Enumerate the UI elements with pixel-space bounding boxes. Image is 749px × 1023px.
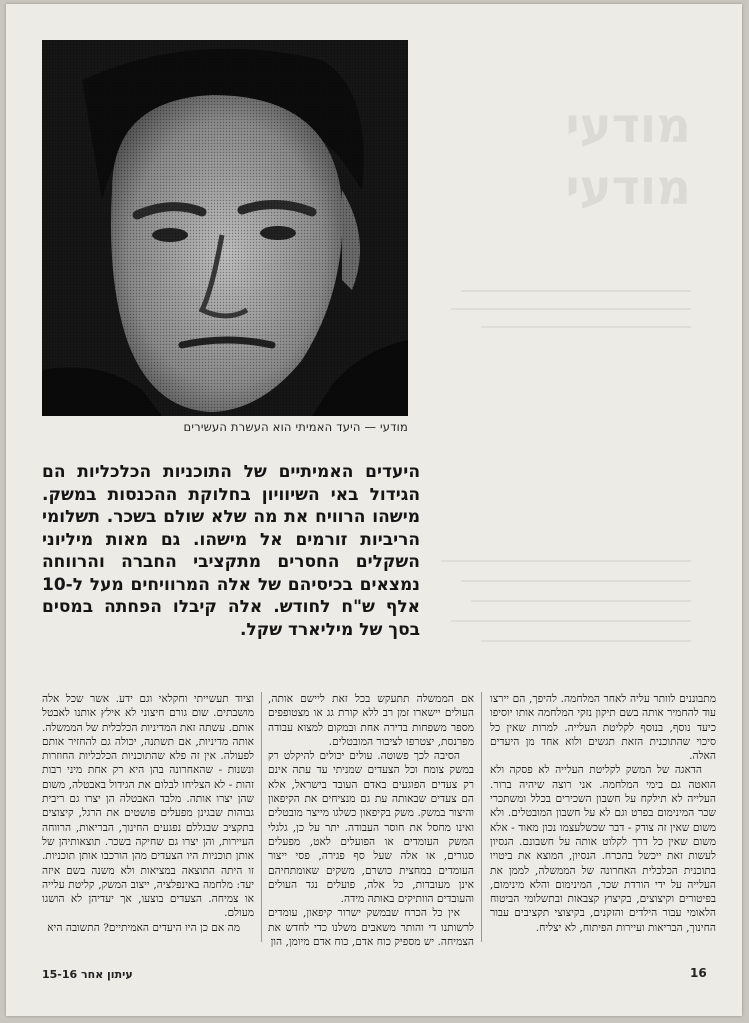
paragraph: אם הממשלה תתעקש בכל זאת ליישם אותה, העולים יישארו זמן רב ללא קורת גג או מצטופפים מספר משפחות בדירה אחת ובמקום למצוא עבודה מפרנסת, יצטרפו לציבור המובטלים. xyxy=(268,693,474,748)
column-divider xyxy=(481,692,482,942)
bleed-through-title: מודעי מודעי xyxy=(565,98,691,216)
paragraph: מה אם כן היו היעדים האמיתיים? התשובה היא xyxy=(47,921,240,934)
paragraph: הסיבה לכך פשוטה. עולים יכולים להיקלט רק במשק צומח וכל הצעדים שמניתי עד עתה אינם רק צעדים הפוגעים באדם העובד בישראל, אלא הם צעדים שבאותה עת גם מנציחים את הקיפאון והיצור במשק. משק בקיפאון כשלגו מייצר מובטלים ואינו מחסל את חוסר העבודה. יתר על כן, גלגלי המשק העומדים או הפועלים לאט, מפעלים סגורים, או אלה שעל סף פגירה, פסי ייצור העומדים במחצית כושרם, משקים שאומתחיהם אינן מעובדות, כל אלה, פועלים נגד העולים והעובדים הוותיקים באותה מידה. xyxy=(268,750,474,906)
pull-quote: היעדים האמיתיים של התוכניות הכלכליות הם הגידול באי השיוויון בחלוקת ההכנסות במשק. מישהו הרוויח את מה שלא שולם בשכר. תשלומי הריביות זורמים אל מישהו. גם מאות מיליוני השקלים החסרים מתקציבי החברה והרווחה נמצאים בכיסיהם של אלה המרוויחים מעל ל-10 אלף ש"ח לחודש. אלה קיבלו הפחתה במסים בסך של מיליארד שקל. xyxy=(42,462,420,640)
photo-caption: מודעי — היעד האמיתי הוא העשרת העשירים xyxy=(183,420,408,434)
portrait-illustration xyxy=(42,40,408,416)
article-column-right xyxy=(490,692,716,957)
magazine-page xyxy=(6,4,742,1016)
bleed-through-background xyxy=(421,40,711,680)
article-column-left xyxy=(42,692,254,957)
paragraph: אין כל הכרח שבמשק ישרור קיפאון, עומדים לרשותנו די והותר משאבים משלנו כדי לחדש את הצמיחה. יש מספיק כוח אדם, כוח אדם מיומן, הון xyxy=(268,907,474,949)
page-number: 16 xyxy=(690,966,707,980)
column-divider xyxy=(261,692,262,942)
paragraph: וציוד תעשייתי וחקלאי וגם ידע. אשר שכל אלה מושבתים. שום גורם חיצוני לא אילץ אותנו לאבטל אותם. עשתה זאת המדיניות הכלכלית של הממשלה. אותה מדיניות, אם תשתנה, יכולה גם להחזיר אותם לפעולה. אין זה פלא שהתוכניות הכלכליות החוזרות ונשנות - שהאחרונה בהן היא רק אחת מיני רבות זהות - לא הצליחו לבלום את הגידול באבטלה, משום שהן יצרו אותה. מלבד האבטלה הן יצרו גם ריבית גבוהות שבגינן מפעלים פושטים את הרגל, קיצוצים בתקציב שבגללם נפגעים החינוך, הבריאות, הרווחה העיירות, והן יצרו גם שחיקה בשכר. תוצאותיהן של אותן תוכניות היו הצעדים מהן הורכבו אותן תוכניות. זו היתה התוצאה במציאות ולא משנה בשם איזה יעד: מלחמה באינפלציה, ייצוב המשק, קליטת עלייה או צמיחה. הצעדים בוצעו, אך יעדיהן לא הושגו מעולם. xyxy=(42,693,254,920)
journal-issue-label: עיתון אחר 15-16 xyxy=(42,968,133,981)
paragraph: מתבוננים לוותר עליה לאחר המלחמה. להיפך, הם יירצו עוד להחמיר אותה בשם תיקון נזקי המלחמה אותו יוסיפו כיעד נוסף, בנוסף לקליטת העלייה. למרות שאין כל סיכוי שהתוכנית הזאת תגשים ולוא אחד מן היעדים האלה. xyxy=(490,693,716,763)
article-column-middle xyxy=(268,692,474,957)
paragraph: הדאגה של המשק לקליטת העלייה לא פסקה ולא הואטה גם בימי המלחמה. אני רוצה שיהיה ברור. העלייה לא תילקח על חשבון השכירים בכלל ומשתכרי שכר המינימום בפרט וגם לא על חשבון המובטלים. ולא משום שאין זה צודק - דבר שכשלעצמו נכון מאוד - אלא משום שאין כל דרך לקלוט אותה על חשבונם. הנסיון לעשות זאת ייכשל בהכרח. הנסיון, המוצא את ביטויו בתוכנית הכלכלית האחרונה של הממשלה, לממן את העלייה על ידי הורדת שכר, המינימום והלא מינימום, בפיטורים וקיצוצים, בקיצוץ קצבאות ובתשלומי הביטוח הלאומי עבור הילדים והזקנים, בקיצוצי תקציבים עבור החינוך, הבריאות ועיירות הפיתוח, לא יצליח. xyxy=(490,764,716,934)
portrait-photo xyxy=(42,40,408,416)
